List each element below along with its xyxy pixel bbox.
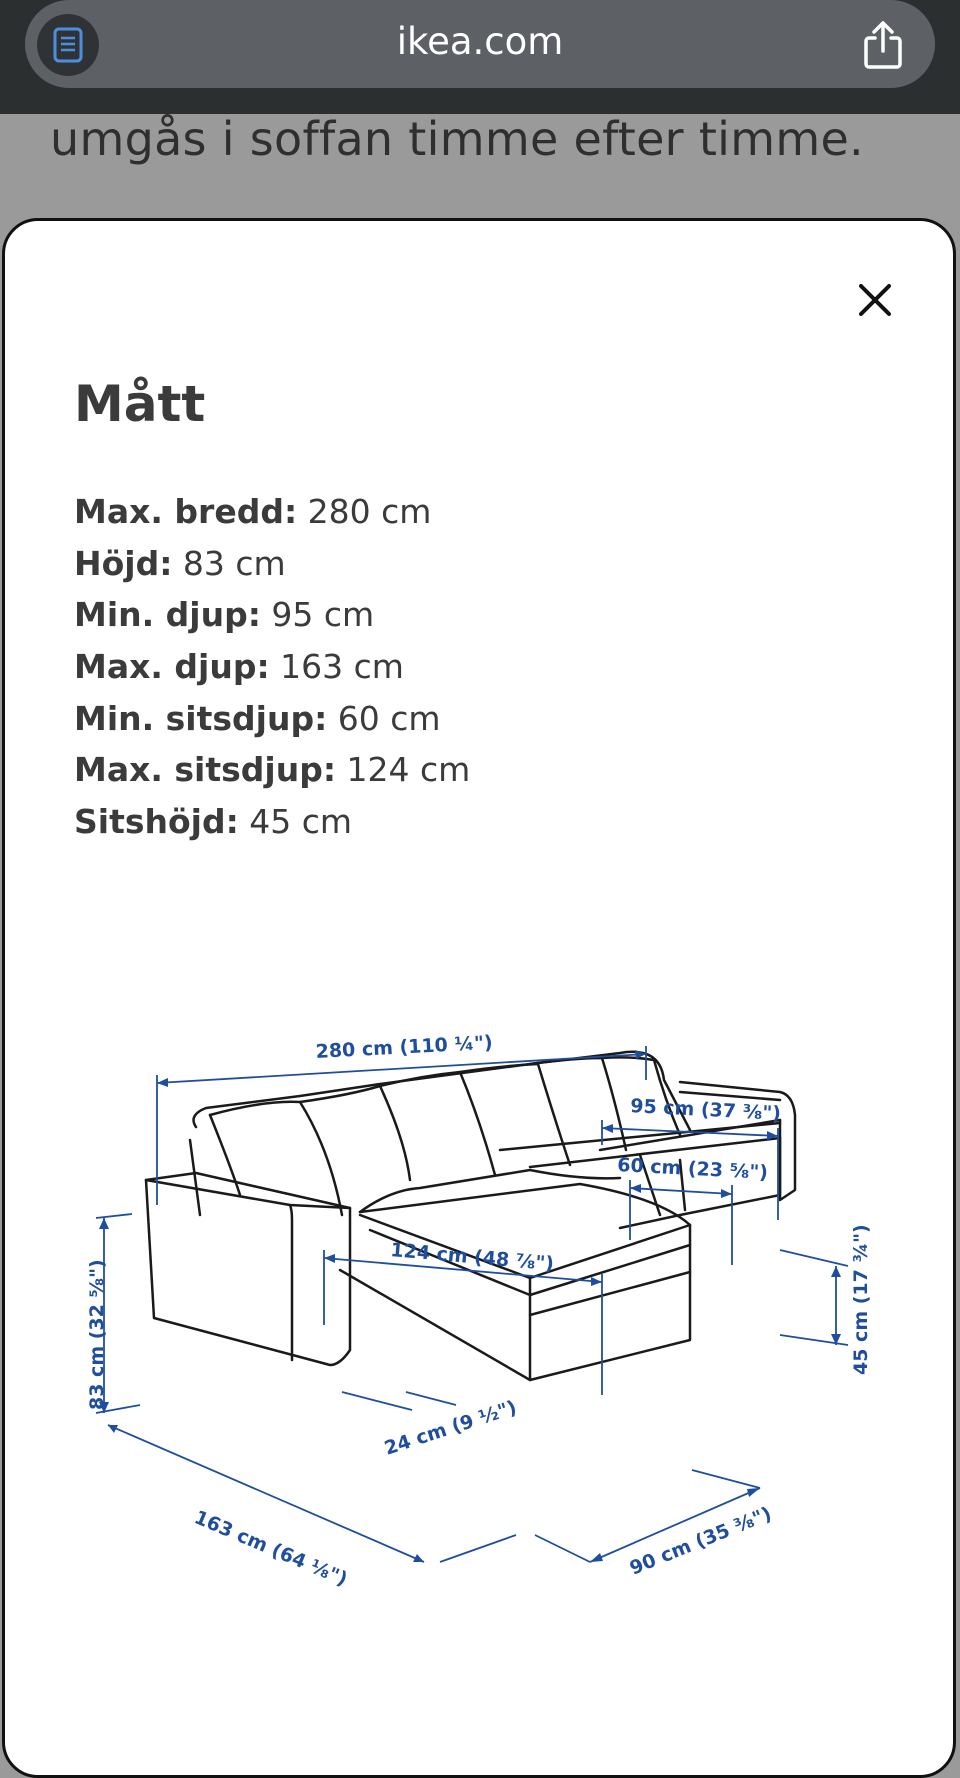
dimension-label: Max. bredd: xyxy=(74,492,298,531)
dimension-item xyxy=(74,798,470,850)
share-button[interactable] xyxy=(861,20,905,74)
dimension-value: 95 cm xyxy=(271,595,375,635)
dimension-value: 45 cm xyxy=(249,802,353,842)
seat-height-label: 45 cm (17 ¾") xyxy=(850,1224,872,1375)
width-label: 280 cm (110 ¼") xyxy=(315,1031,494,1063)
dimension-value: 83 cm xyxy=(182,543,286,583)
dimension-item xyxy=(74,643,470,695)
armrest-width-label: 24 cm (9 ½") xyxy=(381,1396,520,1460)
chaise-width-label: 90 cm (35 ⅜") xyxy=(626,1502,775,1580)
dimension-value: 60 cm xyxy=(337,698,441,738)
dimension-label: Höjd: xyxy=(74,543,173,583)
close-icon xyxy=(853,307,897,326)
dimension-item xyxy=(74,746,470,798)
height-label: 83 cm (32 ⅝") xyxy=(86,1259,108,1410)
dimension-value: 124 cm xyxy=(346,750,471,790)
dimension-list xyxy=(74,488,470,850)
dimension-label: Min. sitsdjup: xyxy=(74,698,328,738)
share-icon xyxy=(861,55,905,74)
background-page-text: umgås i soffan timme efter timme. xyxy=(50,112,864,166)
dimension-label: Max. djup: xyxy=(74,647,270,687)
dimension-item xyxy=(74,695,470,747)
browser-toolbar xyxy=(0,0,960,114)
dimension-item xyxy=(74,540,470,592)
min-seat-depth-label: 60 cm (23 ⅝") xyxy=(616,1154,769,1184)
modal-title: Mått xyxy=(74,375,206,433)
dimension-item xyxy=(74,591,470,643)
max-depth-label: 163 cm (64 ⅛") xyxy=(191,1506,351,1591)
close-button[interactable] xyxy=(853,278,897,322)
min-depth-label: 95 cm (37 ⅜") xyxy=(629,1095,782,1125)
dimension-item xyxy=(74,488,470,540)
dimension-value: 163 cm xyxy=(280,647,404,687)
sofa-dimension-diagram xyxy=(60,1020,900,1620)
dimension-value: 280 cm xyxy=(307,492,432,531)
dimension-label: Min. djup: xyxy=(74,595,261,635)
dimension-label: Max. sitsdjup: xyxy=(74,750,337,790)
url-text[interactable]: ikea.com xyxy=(396,20,564,63)
address-bar[interactable] xyxy=(25,0,935,88)
dimension-label: Sitshöjd: xyxy=(74,802,239,842)
max-seat-depth-label: 124 cm (48 ⅞") xyxy=(389,1239,555,1276)
dimension-lines xyxy=(96,1046,848,1562)
